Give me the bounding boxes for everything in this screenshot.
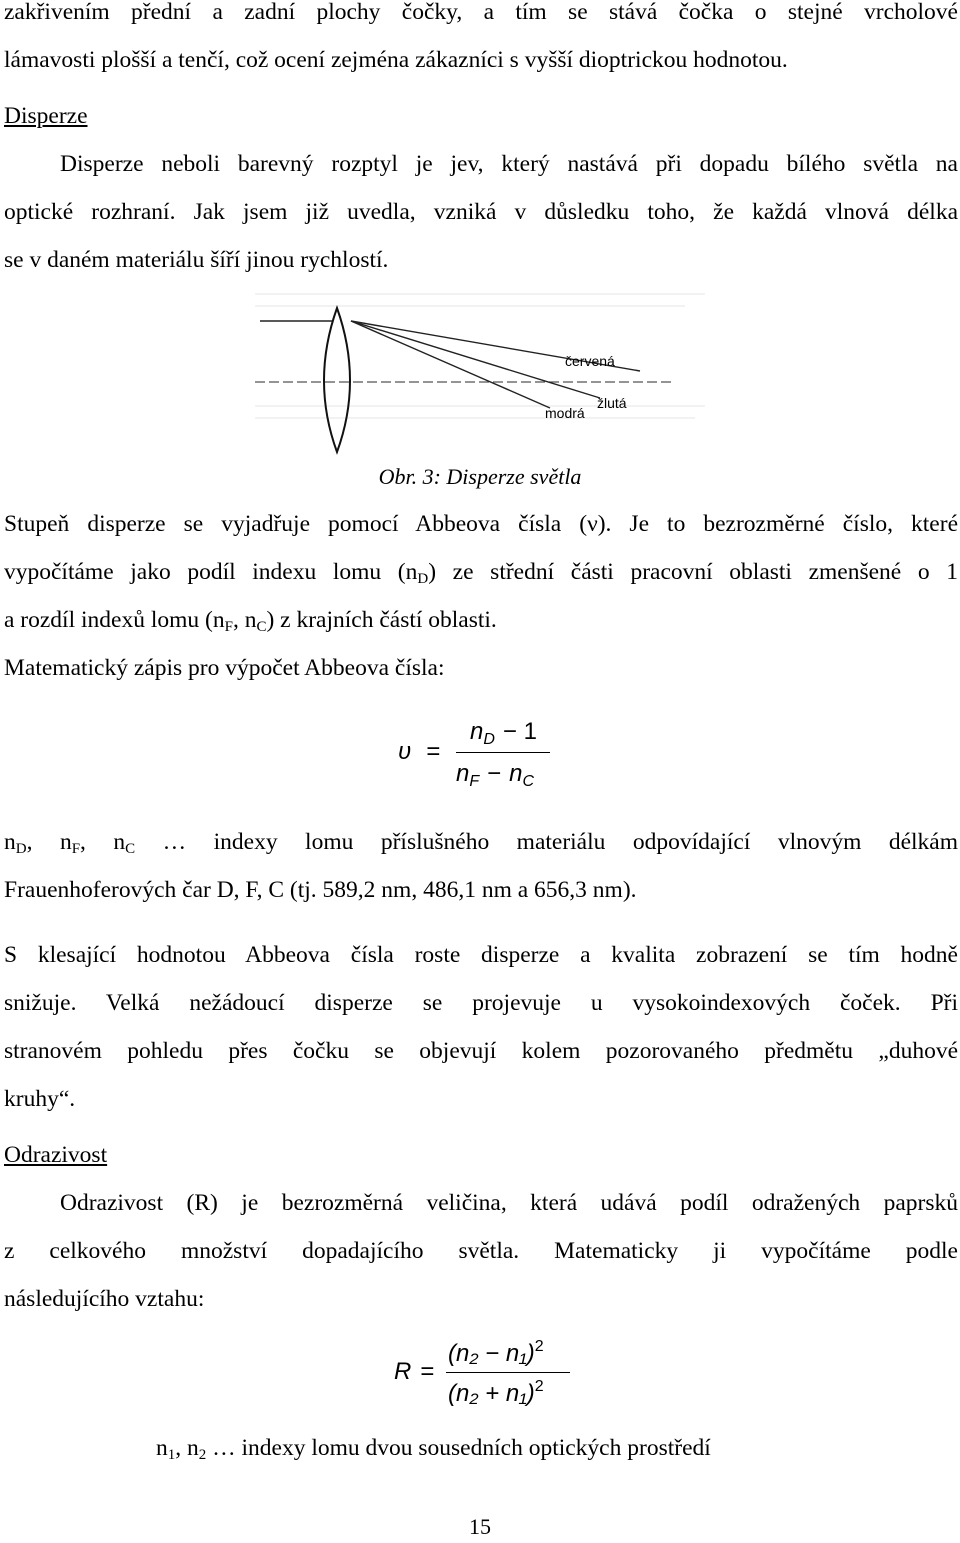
- fraction-bar: [456, 752, 550, 753]
- page-number: 15: [469, 1514, 491, 1539]
- subscript: F: [71, 841, 81, 857]
- odrazivost-paragraph-line-1: Odrazivost (R) je bezrozměrná veličina, která udává podíl odražených paprsků: [60, 1190, 958, 1216]
- disperze-paragraph-4-line-1: S klesající hodnotou Abbeova čísla roste disperze a kvalita zobrazení se tím hodně: [4, 942, 958, 968]
- odrazivost-paragraph-line-2: z celkového množství dopadajícího světla. Matematicky ji vypočítáme podle: [4, 1238, 958, 1264]
- subscript: F: [469, 773, 480, 790]
- intro-line-2: lámavosti plošší a tenčí, což ocení zejména zákazníci s vyšší dioptrickou hodnotou.: [4, 47, 788, 73]
- formula-numerator: [470, 718, 537, 749]
- superscript: 2: [534, 1378, 544, 1395]
- ray-yellow: [351, 321, 600, 398]
- subscript: 2: [198, 1447, 207, 1463]
- disperze-paragraph-4-line-3: stranovém pohledu přes čočku se objevují kolem pozorovaného předmětu „duhové: [4, 1038, 958, 1064]
- text-run: , n: [80, 829, 126, 855]
- text-run: , n: [232, 607, 257, 633]
- symbol-n: n: [470, 718, 484, 745]
- formula-denominator: [456, 760, 534, 791]
- subscript: C: [522, 773, 535, 790]
- superscript: 2: [534, 1338, 544, 1355]
- subscript: F: [224, 619, 233, 635]
- text-run: n: [156, 1435, 168, 1461]
- fraction-bar: [446, 1372, 570, 1373]
- disperze-paragraph-2-line-2: [4, 548, 958, 603]
- label-yellow: žlutá: [597, 395, 627, 411]
- reflectance-legend: [156, 1424, 916, 1479]
- subscript: 1: [167, 1447, 176, 1463]
- text-run: , n: [175, 1435, 199, 1461]
- subscript: C: [125, 841, 136, 857]
- disperze-paragraph-2-line-1: Stupeň disperze se vyjadřuje pomocí Abbeova čísla (ν). Je to bezrozměrné číslo, které: [4, 511, 958, 537]
- symbol-n: n: [456, 760, 470, 787]
- text-run: a rozdíl indexů lomu (n: [4, 607, 225, 633]
- formula-lhs: υ: [398, 738, 412, 765]
- disperze-paragraph-1-line-3: se v daném materiálu šíří jinou rychlostí.: [4, 247, 389, 273]
- text-run: ) ze střední části pracovní oblasti zmenšené o 1: [428, 559, 958, 585]
- ray-blue: [351, 321, 550, 408]
- text-run: , n: [26, 829, 72, 855]
- disperze-paragraph-4-line-4: kruhy“.: [4, 1086, 76, 1112]
- label-blue: modrá: [545, 405, 585, 421]
- disperze-paragraph-3: Matematický zápis pro výpočet Abbeova čísla:: [4, 655, 445, 681]
- formula-denominator: [448, 1378, 544, 1408]
- disperze-paragraph-2-line-3: [4, 596, 958, 651]
- odrazivost-paragraph-line-3: následujícího vztahu:: [4, 1286, 205, 1312]
- subscript: D: [417, 571, 429, 587]
- lens-shape: [324, 308, 350, 452]
- figure-caption: Obr. 3: Disperze světla: [378, 464, 582, 489]
- text-run: vypočítáme jako podíl indexu lomu (n: [4, 559, 418, 585]
- disperze-paragraph-4-line-2: snižuje. Velká nežádoucí disperze se projevuje u vysokoindexových čoček. Při: [4, 990, 958, 1016]
- formula-equals: =: [420, 1358, 435, 1385]
- text-run: … indexy lomu příslušného materiálu odpovídající vlnovým délkám: [135, 829, 959, 855]
- formula-numerator: [448, 1338, 544, 1368]
- disperze-paragraph-1-line-2: optické rozhraní. Jak jsem již uvedla, vzniká v důsledku toho, že každá vlnová délka: [4, 199, 958, 225]
- text-run: n: [4, 829, 16, 855]
- section-heading-disperze: Disperze: [4, 103, 88, 129]
- formula-lhs: R: [394, 1358, 412, 1385]
- label-red: červená: [565, 353, 615, 369]
- dispersion-figure: [245, 286, 715, 458]
- subscript: D: [483, 731, 495, 748]
- section-heading-odrazivost: Odrazivost: [4, 1142, 108, 1168]
- denominator-text: (n₂ + n₁): [448, 1380, 535, 1407]
- intro-line-1: zakřivením přední a zadní plochy čočky, a tím se stává čočka o stejné vrcholové: [4, 0, 958, 25]
- text-run: … indexy lomu dvou sousedních optických prostředí: [206, 1435, 711, 1461]
- scan-background: [255, 294, 705, 418]
- subscript: C: [256, 619, 267, 635]
- subscript: D: [15, 841, 27, 857]
- formula-equals: =: [426, 738, 441, 765]
- minus-sign: −: [487, 760, 502, 787]
- text-run: ) z krajních částí oblasti.: [266, 607, 497, 633]
- abbe-legend-line-1: [4, 818, 958, 873]
- minus-one: − 1: [502, 718, 537, 745]
- abbe-legend-line-2: Frauenhoferových čar D, F, C (tj. 589,2 nm, 486,1 nm a 656,3 nm).: [4, 877, 637, 903]
- symbol-n: n: [509, 760, 523, 787]
- numerator-text: (n₂ − n₁): [448, 1340, 535, 1367]
- disperze-paragraph-1-line-1: Disperze neboli barevný rozptyl je jev, který nastává při dopadu bílého světla na: [60, 151, 958, 177]
